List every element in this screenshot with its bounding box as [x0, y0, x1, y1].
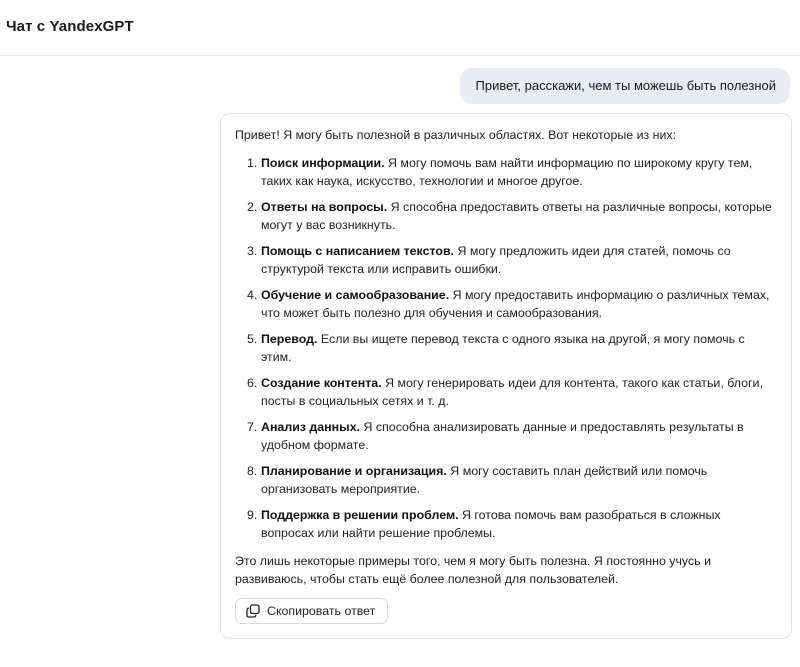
list-item-text: Я могу предложить идеи для статей, помочь со структурой текста или исправить ошибки. [261, 244, 731, 276]
list-item [235, 242, 777, 278]
list-item-title: Поиск информации. [261, 156, 385, 170]
list-item-number: 1. [247, 156, 258, 170]
list-item-title: Помощь с написанием текстов. [261, 244, 454, 258]
list-item-title: Ответы на вопросы. [261, 200, 388, 214]
list-item [235, 198, 777, 234]
list-item-title: Создание контента. [261, 376, 382, 390]
list-item-title: Планирование и организация. [261, 464, 447, 478]
list-item-title: Обучение и самообразование. [261, 288, 450, 302]
list-item-text: Я способна анализировать данные и предоставлять результаты в удобном формате. [261, 420, 744, 452]
list-item [235, 154, 777, 190]
copy-answer-label: Скопировать ответ [267, 604, 376, 618]
list-item-number: 3. [247, 244, 258, 258]
list-item-number: 2. [247, 200, 258, 214]
list-item [235, 286, 777, 322]
list-item [235, 462, 777, 498]
copy-icon [246, 604, 260, 618]
list-item [235, 418, 777, 454]
list-item-text: Я могу помочь вам найти информацию по широкому кругу тем, таких как наука, искусство, технологии и многое другое. [261, 156, 753, 188]
list-item-title: Перевод. [261, 332, 318, 346]
copy-answer-button[interactable] [235, 598, 388, 624]
chat-header [0, 0, 800, 56]
assistant-answer [220, 113, 792, 639]
list-item [235, 374, 777, 410]
list-item-number: 5. [247, 332, 258, 346]
answer-intro: Привет! Я могу быть полезной в различных областях. Вот некоторые из них: [235, 128, 677, 142]
list-item [235, 506, 777, 542]
list-item-number: 6. [247, 376, 258, 390]
chat-area [0, 57, 800, 667]
chat-title: Чат с YandexGPT [6, 18, 134, 35]
list-item-number: 9. [247, 508, 258, 522]
answer-list [235, 154, 777, 542]
list-item-text: Если вы ищете перевод текста с одного языка на другой, я могу помочь с этим. [261, 332, 745, 364]
list-item [235, 330, 777, 366]
list-item-text: Я могу предоставить информацию о различных темах, что может быть полезно для обучения и самообразования. [261, 288, 770, 320]
answer-outro: Это лишь некоторые примеры того, чем я могу быть полезна. Я постоянно учусь и развиваюсь, чтобы стать ещё более полезной для пользователей. [235, 554, 711, 586]
list-item-number: 7. [247, 420, 258, 434]
list-item-title: Анализ данных. [261, 420, 361, 434]
user-message: Привет, расскажи, чем ты можешь быть полезной [460, 68, 790, 104]
list-item-text: Я готова помочь вам разобраться в сложных вопросах или найти решение проблемы. [261, 508, 721, 540]
list-item-text: Я могу генерировать идеи для контента, такого как статьи, блоги, посты в социальных сетях и т. д. [261, 376, 763, 408]
list-item-text: Я способна предоставить ответы на различные вопросы, которые могут у вас возникнуть. [261, 200, 772, 232]
list-item-number: 4. [247, 288, 258, 302]
list-item-number: 8. [247, 464, 258, 478]
list-item-title: Поддержка в решении проблем. [261, 508, 459, 522]
list-item-text: Я могу составить план действий или помочь организовать мероприятие. [261, 464, 708, 496]
